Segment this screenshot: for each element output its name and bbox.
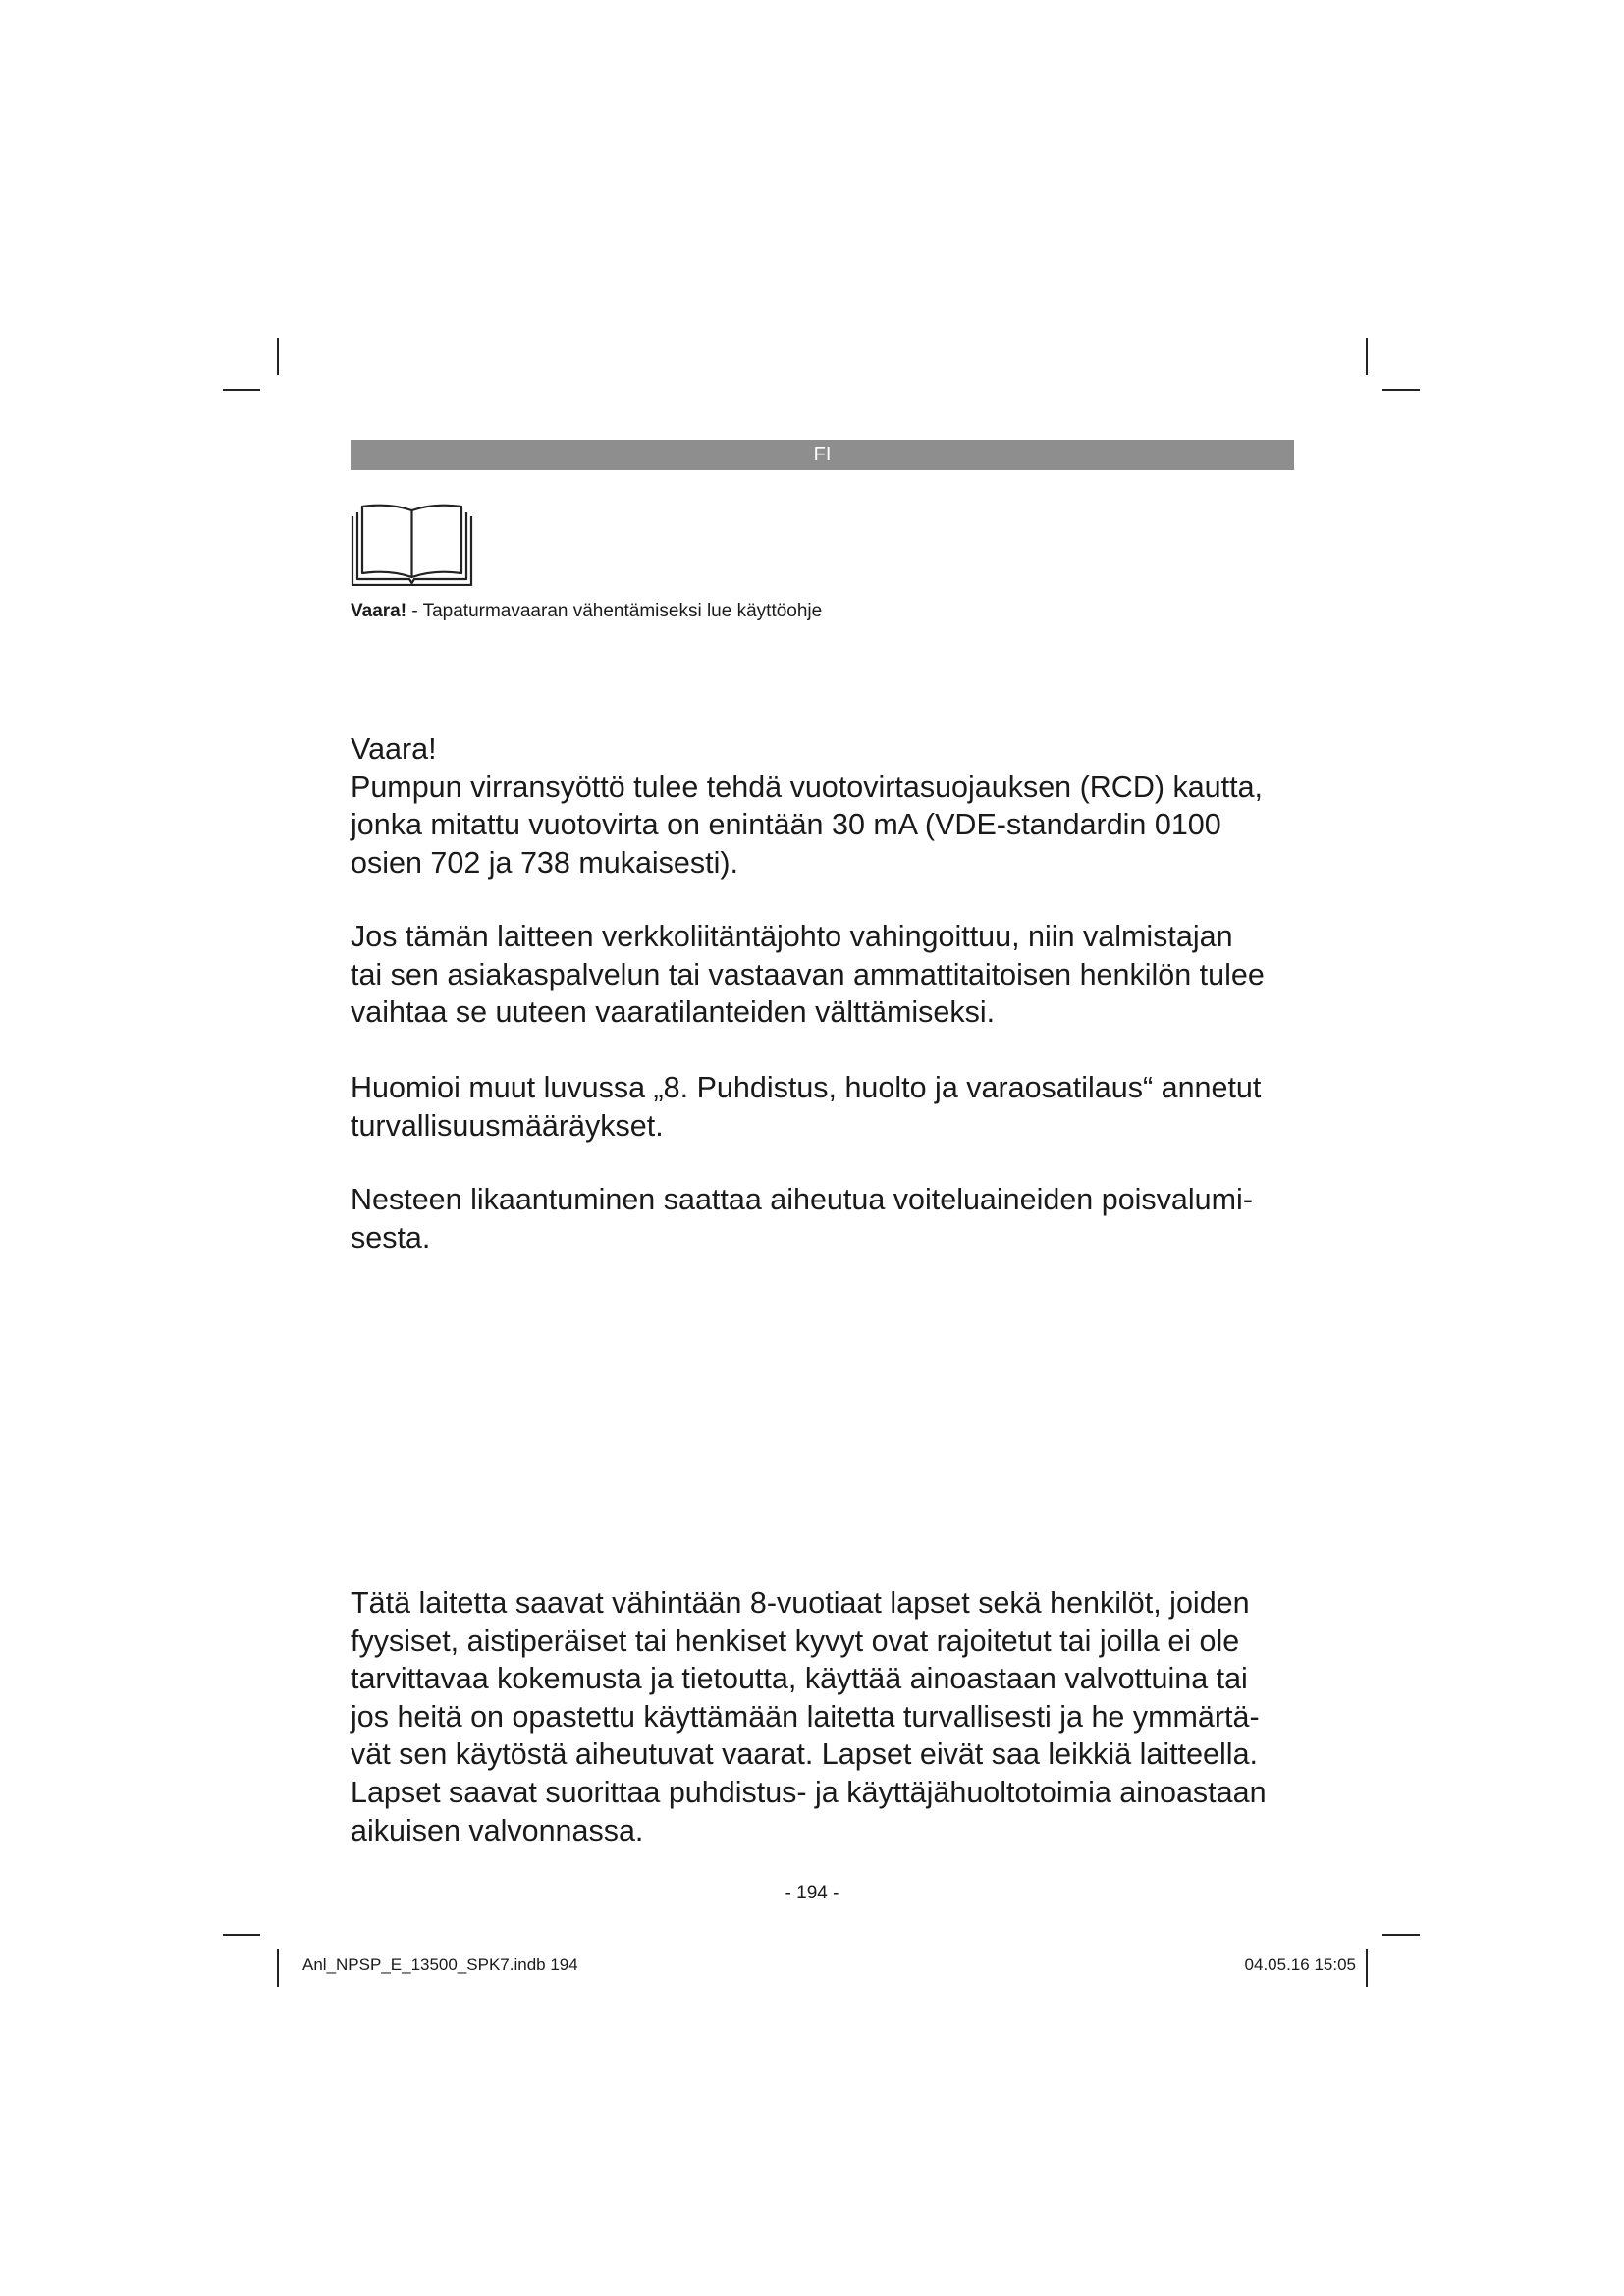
crop-mark-bottom-right-vertical <box>1366 1949 1368 1987</box>
paragraph-line: tai sen asiakaspalvelun tai vastaavan ammattitaitoisen henkilön tulee <box>351 957 1265 991</box>
paragraph-line: Lapset saavat suorittaa puhdistus- ja käyttäjähuoltotoimia ainoastaan <box>351 1775 1267 1809</box>
crop-mark-bottom-right-horizontal <box>1382 1934 1420 1936</box>
crop-mark-top-left-horizontal <box>223 389 260 391</box>
warning-caption <box>351 600 822 623</box>
paragraph-line: fyysiset, aistiperäiset tai henkiset kyvyt ovat rajoitetut tai joilla ei ole <box>351 1624 1240 1658</box>
crop-mark-top-right-horizontal <box>1382 389 1420 391</box>
warning-caption-label: Vaara! <box>351 601 407 621</box>
crop-mark-bottom-left-vertical <box>277 1949 279 1987</box>
paragraph-line: osien 702 ja 738 mukaisesti). <box>351 845 739 880</box>
paragraph-line: Nesteen likaantuminen saattaa aiheutua voiteluaineiden poisvalumi- <box>351 1183 1253 1216</box>
crop-mark-top-left-vertical <box>277 338 279 375</box>
paragraph-line: turvallisuusmääräykset. <box>351 1108 664 1143</box>
power-cord-paragraph <box>351 918 1293 1032</box>
paragraph-line: sesta. <box>351 1220 431 1255</box>
paragraph-line: aikuisen valvonnassa. <box>351 1813 644 1847</box>
paragraph-line: vaihtaa se uuteen vaaratilanteiden välttämiseksi. <box>351 995 996 1030</box>
language-header-bar <box>351 440 1294 470</box>
language-code: FI <box>813 444 832 465</box>
danger-paragraph <box>351 730 1293 881</box>
paragraph-line: jos heitä on opastettu käyttämään laitetta turvallisesti ja he ymmärtä- <box>351 1699 1260 1734</box>
crop-mark-top-right-vertical <box>1366 338 1368 375</box>
contamination-paragraph <box>351 1181 1293 1256</box>
footer-file-name: Anl_NPSP_E_13500_SPK7.indb 194 <box>302 1955 578 1974</box>
open-book-icon <box>351 503 473 586</box>
children-safety-paragraph <box>351 1584 1293 1849</box>
paragraph-line: Huomioi muut luvussa „8. Puhdistus, huolto ja varaosatilaus“ annetut <box>351 1071 1262 1104</box>
paragraph-line: Tätä laitetta saavat vähintään 8-vuotiaat lapset sekä henkilöt, joiden <box>351 1586 1250 1620</box>
page-number: - 194 - <box>785 1883 839 1903</box>
paragraph-line: Pumpun virransyöttö tulee tehdä vuotovirtasuojauksen (RCD) kautta, <box>351 770 1264 804</box>
paragraph-line: jonka mitattu vuotovirta on enintään 30 mA (VDE-standardin 0100 <box>351 808 1221 842</box>
paragraph-line: vät sen käytöstä aiheutuvat vaarat. Lapset eivät saa leikkiä laitteella. <box>351 1737 1259 1772</box>
danger-heading: Vaara! <box>351 732 437 766</box>
footer-date-time: 04.05.16 15:05 <box>1244 1955 1356 1974</box>
crop-mark-bottom-left-horizontal <box>223 1934 260 1936</box>
chapter-reference-paragraph <box>351 1069 1293 1145</box>
paragraph-line: Jos tämän laitteen verkkoliitäntäjohto vahingoittuu, niin valmistajan <box>351 920 1233 953</box>
warning-caption-text: - Tapaturmavaaran vähentämiseksi lue käyttöohje <box>406 601 823 621</box>
paragraph-line: tarvittavaa kokemusta ja tietoutta, käyttää ainoastaan valvottuina tai <box>351 1662 1248 1696</box>
